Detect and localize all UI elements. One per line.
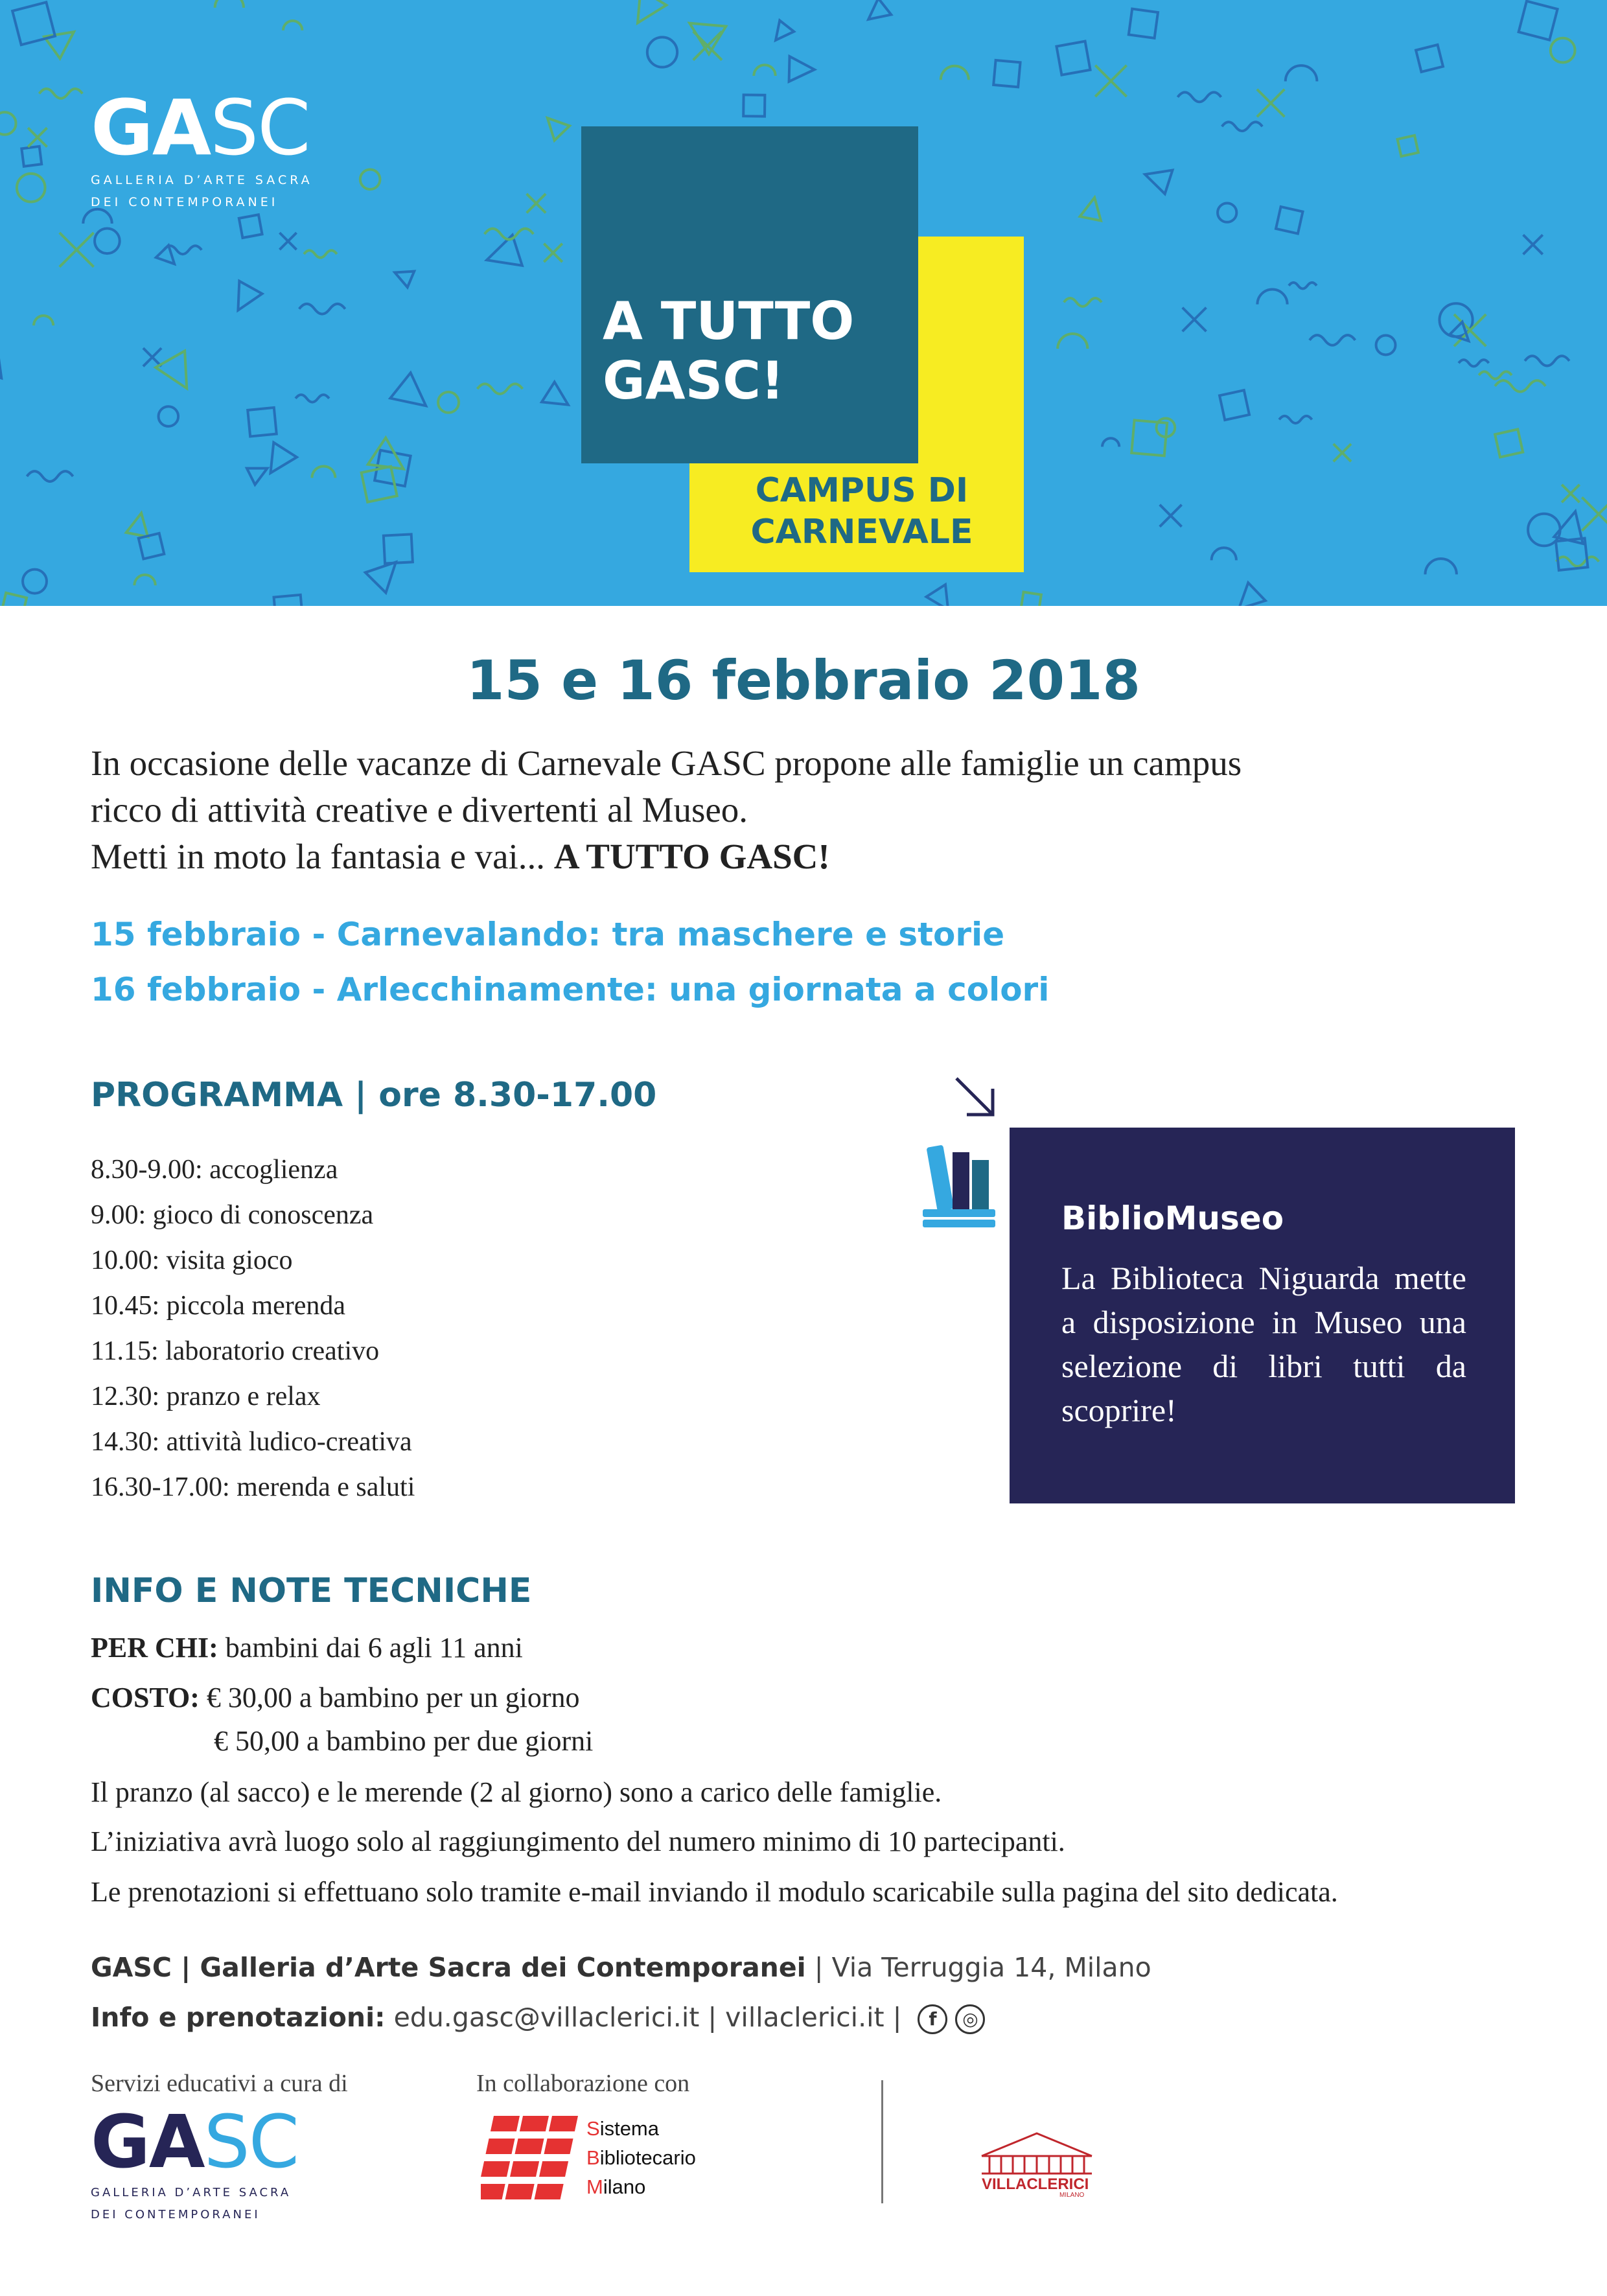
pattern-shape bbox=[1582, 497, 1607, 531]
logo-subtitle-1: GALLERIA D’ARTE SACRA bbox=[91, 2186, 292, 2199]
svg-text:VILLACLERICI bbox=[982, 2175, 1089, 2193]
pattern-shape bbox=[95, 228, 120, 253]
sbm-word: ilano bbox=[603, 2175, 646, 2198]
intro-line-1: In occasione delle vacanze di Carnevale GASC propone alle famiglie un campus bbox=[91, 743, 1242, 783]
pattern-shape bbox=[134, 575, 155, 585]
pattern-shape bbox=[1220, 390, 1249, 420]
pattern-shape bbox=[23, 570, 47, 594]
pattern-shape bbox=[215, 0, 244, 8]
pattern-shape bbox=[1095, 65, 1126, 97]
pattern-shape bbox=[1058, 334, 1087, 349]
pattern-shape bbox=[143, 348, 161, 366]
pattern-shape bbox=[1416, 45, 1443, 72]
pattern-shape bbox=[527, 194, 546, 213]
pattern-shape bbox=[1523, 235, 1543, 254]
per-chi-line bbox=[91, 1629, 523, 1667]
villa-clerici-logo bbox=[975, 2127, 1098, 2198]
pattern-shape bbox=[1310, 335, 1356, 345]
pattern-shape bbox=[1289, 283, 1317, 289]
schedule-item: 11.15: laboratorio creativo bbox=[91, 1336, 380, 1366]
villa-word-2: CLERICI bbox=[1026, 2175, 1089, 2193]
note-3: Le prenotazioni si effettuano solo tramite e-mail inviando il modulo scaricabile sulla pagina del sito dedicata. bbox=[91, 1876, 1338, 1908]
pattern-shape bbox=[769, 21, 794, 46]
villa-word-1: VILLA bbox=[982, 2175, 1027, 2193]
pattern-shape bbox=[279, 233, 296, 249]
intro-line-3-bold: A TUTTO GASC! bbox=[553, 837, 830, 876]
pattern-shape bbox=[1129, 9, 1158, 38]
pattern-shape bbox=[1556, 557, 1599, 566]
pattern-shape bbox=[21, 146, 41, 167]
pattern-shape bbox=[1519, 1, 1558, 40]
pattern-shape bbox=[40, 89, 83, 99]
pattern-shape bbox=[1021, 592, 1041, 606]
pattern-shape bbox=[139, 533, 165, 559]
contact-line bbox=[91, 1998, 985, 2037]
costo-label: COSTO: bbox=[91, 1682, 200, 1713]
pattern-shape bbox=[283, 21, 302, 30]
sbm-word: ibliotecario bbox=[599, 2146, 696, 2169]
pattern-shape bbox=[927, 585, 958, 606]
sbm-word: istema bbox=[599, 2117, 659, 2140]
pattern-shape bbox=[1056, 41, 1090, 75]
logo-subtitle-1: GALLERIA D’ARTE SACRA bbox=[91, 173, 313, 187]
pattern-shape bbox=[1279, 416, 1312, 423]
day-item-1: 15 febbraio - Carnevalando: tra maschere e storie bbox=[91, 916, 1005, 953]
intro-text bbox=[91, 740, 1529, 880]
pattern-shape bbox=[647, 37, 677, 67]
logo-divider bbox=[881, 2080, 883, 2203]
books-icon bbox=[919, 1133, 1003, 1230]
org-name: GASC | Galleria d’Arte Sacra dei Contemporanei bbox=[91, 1952, 806, 1983]
pattern-shape bbox=[0, 360, 1, 381]
pattern-shape bbox=[1376, 336, 1396, 355]
per-chi-value: bambini dai 6 agli 11 anni bbox=[218, 1632, 523, 1664]
header-banner bbox=[0, 0, 1607, 606]
schedule-item: 12.30: pranzo e relax bbox=[91, 1382, 321, 1411]
pattern-shape bbox=[681, 9, 726, 54]
sbm-initial: M bbox=[586, 2175, 603, 2198]
pattern-shape bbox=[1131, 420, 1167, 456]
pattern-shape bbox=[1212, 548, 1236, 560]
event-date: 15 e 16 febbraio 2018 bbox=[467, 649, 1140, 712]
pattern-shape bbox=[1183, 308, 1207, 332]
costo-value-1: € 30,00 a bambino per un giorno bbox=[199, 1682, 580, 1713]
pattern-shape bbox=[1286, 65, 1317, 81]
pattern-shape bbox=[544, 244, 562, 262]
pattern-shape bbox=[993, 60, 1020, 87]
pattern-shape bbox=[478, 384, 523, 394]
pattern-shape bbox=[1218, 203, 1236, 222]
pattern-shape bbox=[1257, 289, 1287, 304]
pattern-shape bbox=[1425, 559, 1456, 574]
pattern-shape bbox=[482, 235, 522, 275]
pattern-shape bbox=[1, 593, 27, 606]
logo-word-light: SC bbox=[203, 2100, 298, 2185]
logo-subtitle-2: DEI CONTEMPORANEI bbox=[91, 2208, 260, 2221]
event-subtitle: CAMPUS DI CARNEVALE bbox=[750, 471, 973, 551]
pattern-shape bbox=[1562, 485, 1579, 502]
org-line bbox=[91, 1948, 1151, 1987]
pattern-shape bbox=[12, 2, 55, 45]
pattern-shape bbox=[126, 511, 152, 537]
pattern-shape bbox=[1080, 196, 1105, 221]
pattern-shape bbox=[862, 0, 891, 27]
pattern-shape bbox=[391, 264, 414, 287]
pattern-shape bbox=[743, 95, 765, 116]
pattern-shape bbox=[1276, 207, 1302, 233]
event-title: A TUTTO GASC! bbox=[603, 291, 855, 411]
villa-word-3: MILANO bbox=[1059, 2192, 1085, 2198]
costo-line bbox=[91, 1678, 579, 1717]
pattern-shape bbox=[1222, 122, 1262, 131]
facebook-icon[interactable]: f bbox=[918, 2004, 947, 2034]
intro-line-2: ricco di attività creative e divertenti al Museo. bbox=[91, 790, 748, 829]
pattern-shape bbox=[1257, 89, 1285, 117]
gasc-logo-bottom bbox=[91, 2100, 298, 2223]
sbm-initial: B bbox=[586, 2146, 600, 2169]
schedule-item: 14.30: attività ludico-creativa bbox=[91, 1427, 412, 1457]
pattern-shape bbox=[299, 304, 345, 314]
per-chi-label: PER CHI: bbox=[91, 1632, 218, 1664]
pattern-shape bbox=[1231, 583, 1266, 606]
pattern-shape bbox=[239, 215, 262, 238]
pattern-shape bbox=[1102, 438, 1119, 446]
pattern-shape bbox=[312, 466, 335, 478]
pattern-shape bbox=[1064, 298, 1102, 307]
pattern-shape bbox=[1334, 444, 1351, 461]
note-2: L’iniziativa avrà luogo solo al raggiungimento del numero minimo di 10 partecipanti. bbox=[91, 1826, 1065, 1857]
contact-label: Info e prenotazioni: bbox=[91, 2002, 386, 2033]
logo-word-bold: GA bbox=[91, 2100, 204, 2185]
pattern-shape bbox=[789, 56, 815, 82]
pattern-shape bbox=[941, 66, 969, 80]
pattern-shape bbox=[1495, 380, 1545, 391]
instagram-icon[interactable]: ◎ bbox=[955, 2004, 985, 2034]
schedule-item: 10.00: visita gioco bbox=[91, 1246, 293, 1275]
pattern-shape bbox=[754, 65, 775, 76]
schedule-item: 10.45: piccola merenda bbox=[91, 1291, 346, 1321]
sbm-logo-text bbox=[586, 2114, 696, 2201]
pattern-shape bbox=[1160, 505, 1182, 527]
pattern-shape bbox=[693, 31, 722, 60]
costo-value-2: € 50,00 a bambino per due giorni bbox=[214, 1725, 594, 1757]
org-address: | Via Terruggia 14, Milano bbox=[805, 1952, 1151, 1983]
bibliomuseo-box bbox=[1010, 1128, 1515, 1503]
pattern-shape bbox=[625, 0, 666, 31]
info-heading: INFO E NOTE TECNICHE bbox=[91, 1571, 532, 1610]
pattern-shape bbox=[1459, 360, 1488, 366]
pattern-shape bbox=[542, 382, 575, 415]
pattern-shape bbox=[83, 209, 111, 224]
servizi-label: Servizi educativi a cura di bbox=[91, 2070, 348, 2097]
pattern-shape bbox=[17, 174, 45, 202]
pattern-shape bbox=[247, 460, 272, 485]
pattern-shape bbox=[44, 21, 82, 58]
pattern-shape bbox=[1525, 356, 1569, 365]
bibliomuseo-text: La Biblioteca Niguarda mette a disposizione in Museo una selezione di libri tutti da scoprire! bbox=[1061, 1260, 1466, 1428]
day-item-2: 16 febbraio - Arlecchinamente: una giornata a colori bbox=[91, 971, 1050, 1008]
schedule-item: 9.00: gioco di conoscenza bbox=[91, 1200, 374, 1230]
sbm-initial: S bbox=[586, 2117, 600, 2140]
logo-subtitle-2: DEI CONTEMPORANEI bbox=[91, 195, 279, 209]
pattern-shape bbox=[34, 316, 53, 325]
arrow-down-right-icon bbox=[953, 1074, 998, 1120]
pattern-shape bbox=[0, 112, 16, 135]
note-1: Il pranzo (al sacco) e le merende (2 al giorno) sono a carico delle famiglie. bbox=[91, 1776, 942, 1808]
pattern-shape bbox=[540, 111, 570, 141]
pattern-shape bbox=[295, 395, 329, 402]
contact-value[interactable]: edu.gasc@villaclerici.it | villaclerici.it | bbox=[385, 2002, 910, 2033]
pattern-shape bbox=[1495, 429, 1523, 457]
pattern-shape bbox=[259, 443, 297, 480]
bibliomuseo-title: BiblioMuseo bbox=[1061, 1200, 1284, 1237]
pattern-shape bbox=[1177, 92, 1221, 102]
pattern-shape bbox=[28, 128, 47, 146]
pattern-shape bbox=[60, 233, 94, 267]
pattern-shape bbox=[438, 392, 459, 413]
gasc-logo bbox=[91, 83, 313, 210]
programma-heading: PROGRAMMA | ore 8.30-17.00 bbox=[91, 1076, 657, 1115]
pattern-shape bbox=[159, 406, 179, 426]
logo-word-light: SC bbox=[210, 83, 310, 172]
pattern-shape bbox=[274, 595, 303, 606]
schedule-list bbox=[91, 1147, 415, 1510]
pattern-shape bbox=[384, 534, 413, 563]
collab-label: In collaborazione con bbox=[476, 2070, 690, 2097]
intro-line-3: Metti in moto la fantasia e vai... bbox=[91, 837, 554, 876]
pattern-shape bbox=[360, 170, 380, 190]
pattern-shape bbox=[27, 471, 73, 481]
pattern-shape bbox=[227, 281, 262, 317]
pattern-shape bbox=[156, 351, 202, 397]
pattern-shape bbox=[1398, 135, 1418, 156]
pattern-shape bbox=[390, 373, 436, 419]
pattern-shape bbox=[1479, 371, 1512, 378]
pattern-shape bbox=[1551, 38, 1575, 63]
pattern-shape bbox=[248, 408, 277, 437]
sbm-logo-icon bbox=[481, 2116, 578, 2200]
pattern-shape bbox=[1141, 163, 1172, 194]
schedule-item: 16.30-17.00: merenda e saluti bbox=[91, 1472, 415, 1502]
pattern-shape bbox=[304, 250, 337, 257]
logo-word-bold: GA bbox=[91, 83, 211, 172]
schedule-item: 8.30-9.00: accoglienza bbox=[91, 1155, 338, 1185]
